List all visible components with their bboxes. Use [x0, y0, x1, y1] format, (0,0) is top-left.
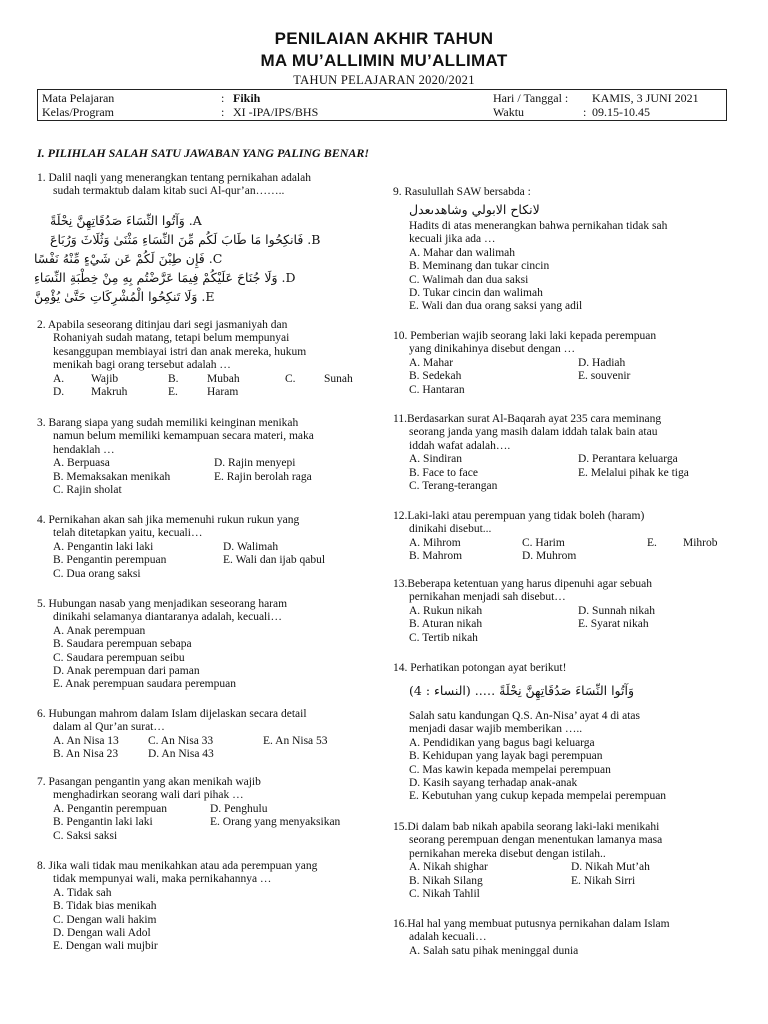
- q15-option-d: D. Nikah Mut’ah: [571, 861, 650, 874]
- class-value: XI -IPA/IPS/BHS: [233, 105, 319, 119]
- q2-option-c: Sunah: [324, 372, 353, 385]
- q13-line1: 13.Beberapa ketentuan yang harus dipenuhi agar sebuah: [393, 578, 652, 590]
- q10-option-a: A. Mahar: [409, 356, 454, 369]
- q1-line1: 1. Dalil naqli yang menerangkan tentang pernikahan adalah: [37, 172, 311, 184]
- q2-option-b: Mubah: [207, 372, 240, 385]
- q2-line3: kesanggupan membiayai istri dan anak mereka, hukum: [53, 345, 307, 358]
- school-name: MA MU’ALLIMIN MU’ALLIMAT: [260, 51, 508, 70]
- subject-sep: :: [221, 91, 225, 105]
- q11-option-e: E. Melalui pihak ke tiga: [578, 466, 689, 479]
- q10-option-d: D. Hadiah: [578, 356, 626, 369]
- time-value: 09.15-10.45: [592, 105, 650, 119]
- question-5: [37, 598, 287, 692]
- q3-option-a: A. Berpuasa: [53, 457, 110, 470]
- q11-option-c: C. Terang-terangan: [409, 479, 498, 492]
- q11-option-b: B. Face to face: [409, 466, 478, 479]
- q9-option-c: C. Walimah dan dua saksi: [409, 273, 529, 286]
- q3-line2: namun belum memiliki kemampuan secara materi, maka: [53, 430, 314, 443]
- q5-option-a: A. Anak perempuan: [53, 624, 146, 637]
- q13-option-d: D. Sunnah nikah: [578, 604, 655, 617]
- q15-option-b: B. Nikah Silang: [409, 874, 483, 887]
- class-sep: :: [221, 105, 225, 119]
- q15-option-a: A. Nikah shighar: [409, 861, 488, 874]
- question-8: [37, 860, 317, 954]
- q15-line3: pernikahan mereka disebut dengan istilah..: [409, 847, 606, 860]
- q3-option-d: D. Rajin menyepi: [214, 457, 296, 470]
- q6-option-a: A. An Nisa 13: [53, 734, 119, 747]
- q1-option-e: E. وَلَا تَنكِحُوا الْمُشْرِكَاتِ حَتَّىٰ يُؤْمِنَّ: [34, 289, 215, 304]
- q11-option-d: D. Perantara keluarga: [578, 453, 678, 466]
- q12-option-a: A. Mihrom: [409, 536, 461, 549]
- q8-line1: 8. Jika wali tidak mau menikahkan atau ada perempuan yang: [37, 860, 318, 872]
- q5-option-b: B. Saudara perempuan sebapa: [53, 638, 192, 651]
- time-sep: :: [583, 105, 587, 119]
- academic-year: TAHUN PELAJARAN 2020/2021: [293, 73, 475, 87]
- subject-value: Fikih: [233, 91, 261, 105]
- q2-line2: Rohaniyah sudah matang, tetapi belum mempunyai: [53, 332, 290, 345]
- q10-line2: yang dinikahinya disebut dengan …: [409, 343, 576, 356]
- q14-arabic-verse: وَآتُوا النِّسَاءَ صَدُقَاتِهِنَّ نِحْلَةً ….. (النساء : 4): [409, 683, 634, 698]
- q3-option-c: C. Rajin sholat: [53, 483, 122, 496]
- q1-option-d: D. وَلَا جُنَاحَ عَلَيْكُمْ فِيمَا عَرَّضْتُم بِهِ مِنْ خِطْبَةِ النِّسَاءِ: [34, 270, 296, 285]
- q14-option-d: D. Kasih sayang terhadap anak-anak: [409, 776, 578, 789]
- exam-title: PENILAIAN AKHIR TAHUN: [274, 29, 494, 48]
- question-16: [393, 918, 670, 958]
- q16-option-a: A. Salah satu pihak meninggal dunia: [409, 944, 579, 957]
- q10-option-e: E. souvenir: [578, 370, 631, 383]
- q9-line1: 9. Rasulullah SAW bersabda :: [393, 186, 531, 198]
- question-13: [393, 578, 655, 645]
- q12-option-d: D. Muhrom: [522, 550, 577, 563]
- q7-option-d: D. Penghulu: [210, 802, 268, 815]
- question-9: [393, 186, 531, 199]
- question-10: [393, 330, 656, 397]
- q15-line2: seorang perempuan dengan menentukan lamanya masa: [409, 834, 663, 847]
- day-value: KAMIS, 3 JUNI 2021: [592, 91, 699, 105]
- q12-line2: dinikahi disebut...: [409, 523, 492, 536]
- q11-line2: seorang janda yang masih dalam iddah talak bain atau: [409, 426, 658, 439]
- q9-option-e: E. Wali dan dua orang saksi yang adil: [409, 300, 583, 313]
- q8-option-c: C. Dengan wali hakim: [53, 913, 157, 926]
- q7-option-c: C. Saksi saksi: [53, 829, 118, 842]
- section-instruction: I. PILIHLAH SALAH SATU JAWABAN YANG PALING BENAR!: [37, 146, 370, 160]
- q8-option-d: D. Dengan wali Adol: [53, 926, 151, 939]
- q14-line2: Salah satu kandungan Q.S. An-Nisa’ ayat 4 di atas: [409, 710, 641, 722]
- q2-b-letter: B.: [168, 372, 179, 385]
- q2-option-d: Makruh: [91, 385, 128, 398]
- q10-option-b: B. Sedekah: [409, 370, 462, 383]
- q4-option-e: E. Wali dan ijab qabul: [223, 554, 326, 567]
- q2-options-row1: [37, 373, 377, 386]
- q9-option-b: B. Meminang dan tukar cincin: [409, 260, 550, 273]
- q16-line2: adalah kecuali…: [409, 931, 487, 944]
- q12-option-b: B. Mahrom: [409, 550, 463, 563]
- q3-option-e: E. Rajin berolah raga: [214, 470, 312, 483]
- q9-option-a: A. Mahar dan walimah: [409, 246, 516, 259]
- q12-option-c: C. Harim: [522, 536, 565, 549]
- q2-option-e: Haram: [207, 385, 239, 398]
- q15-option-e: E. Nikah Sirri: [571, 874, 636, 887]
- q1-option-b: B. فَانكِحُوا مَا طَابَ لَكُم مِّنَ النِّسَاءِ مَثْنَىٰ وَثُلَاثَ وَرُبَاعَ: [50, 232, 321, 247]
- q9-arabic-hadith: لانكاح الابولي وشاهدىعدل: [409, 202, 540, 217]
- q4-option-c: C. Dua orang saksi: [53, 567, 141, 580]
- q9-line3: kecuali jika ada …: [409, 233, 496, 246]
- q5-line1: 5. Hubungan nasab yang menjadikan seseorang haram: [37, 598, 288, 610]
- q3-line1: 3. Barang siapa yang sudah memiliki keinginan menikah: [37, 417, 299, 429]
- question-4: [37, 514, 326, 581]
- q16-line1: 16.Hal hal yang membuat putusnya pernikahan dalam Islam: [393, 918, 670, 930]
- q4-line1: 4. Pernikahan akan sah jika memenuhi rukun rukun yang: [37, 514, 300, 526]
- question-1: [37, 172, 311, 199]
- q14-option-e: E. Kebutuhan yang cukup kepada mempelai perempuan: [409, 790, 667, 803]
- q4-option-b: B. Pengantin perempuan: [53, 554, 167, 567]
- time-label: Waktu: [493, 105, 525, 119]
- q10-line1: 10. Pemberian wajib seorang laki laki kepada perempuan: [393, 330, 657, 342]
- q8-line2: tidak mempunyai wali, maka pernikahannya …: [53, 873, 272, 886]
- question-9-body: [393, 220, 667, 314]
- q6-option-e: E. An Nisa 53: [263, 734, 328, 747]
- question-6: [37, 708, 328, 762]
- q12-e-letter: E.: [647, 536, 657, 549]
- question-11: [393, 413, 689, 493]
- q1-option-c: C. فَإِن طِبْنَ لَكُمْ عَن شَيْءٍ مِّنْهُ نَفْسًا: [34, 251, 223, 266]
- q7-line1: 7. Pasangan pengantin yang akan menikah wajib: [37, 776, 261, 788]
- q4-option-a: A. Pengantin laki laki: [53, 540, 154, 553]
- q14-option-b: B. Kehidupan yang layak bagi perempuan: [409, 750, 603, 763]
- q11-option-a: A. Sindiran: [409, 453, 463, 466]
- day-label: Hari / Tanggal :: [493, 91, 569, 105]
- q9-option-d: D. Tukar cincin dan walimah: [409, 286, 543, 299]
- question-14-body: [393, 710, 666, 804]
- q2-d-letter: D.: [53, 385, 65, 398]
- class-label: Kelas/Program: [42, 105, 114, 119]
- q15-line1: 15.Di dalam bab nikah apabila seorang laki-laki menikahi: [393, 821, 660, 833]
- q1-option-a: A. وَآتُوا النِّسَاءَ صَدُقَاتِهِنَّ نِحْلَةً: [50, 213, 202, 228]
- q2-option-a: Wajib: [91, 372, 119, 385]
- q8-option-b: B. Tidak bias menikah: [53, 900, 157, 913]
- q13-option-c: C. Tertib nikah: [409, 631, 478, 644]
- q11-line1: 11.Berdasarkan surat Al-Baqarah ayat 235 cara meminang: [393, 413, 662, 425]
- q2-options-row2: [37, 386, 377, 399]
- q14-line1: 14. Perhatikan potongan ayat berikut!: [393, 662, 567, 674]
- subject-label: Mata Pelajaran: [42, 91, 115, 105]
- q13-option-b: B. Aturan nikah: [409, 618, 483, 631]
- q2-e-letter: E.: [168, 385, 178, 398]
- q11-line3: iddah wafat adalah….: [409, 439, 511, 452]
- q5-line2: dinikahi selamanya diantaranya adalah, kecuali…: [53, 611, 282, 624]
- q14-option-c: C. Mas kawin kepada mempelai perempuan: [409, 763, 611, 776]
- q2-line1: 2. Apabila seseorang ditinjau dari segi jasmaniyah dan: [37, 319, 288, 331]
- q3-option-b: B. Memaksakan menikah: [53, 470, 171, 483]
- q5-option-e: E. Anak perempuan saudara perempuan: [53, 678, 236, 691]
- q2-a-letter: A.: [53, 372, 65, 385]
- q7-option-e: E. Orang yang menyaksikan: [210, 816, 341, 829]
- q7-line2: menghadirkan seorang wali dari pihak …: [53, 789, 244, 802]
- q14-option-a: A. Pendidikan yang bagus bagi keluarga: [409, 736, 595, 749]
- question-14: [393, 662, 566, 675]
- q4-line2: telah ditetapkan yaitu, kecuali…: [53, 527, 203, 540]
- q6-line2: dalam al Qur’an surat…: [53, 721, 165, 734]
- q6-line1: 6. Hubungan mahrom dalam Islam dijelaskan secara detail: [37, 708, 307, 720]
- q15-option-c: C. Nikah Tahlil: [409, 887, 480, 900]
- q5-option-d: D. Anak perempuan dari paman: [53, 664, 200, 677]
- question-7: [37, 776, 341, 843]
- q7-option-b: B. Pengantin laki laki: [53, 816, 153, 829]
- q10-option-c: C. Hantaran: [409, 383, 465, 396]
- q12-option-e: Mihrob: [683, 536, 718, 549]
- q1-line2: sudah termaktub dalam kitab suci Al-qur’an……..: [53, 185, 285, 198]
- q8-option-a: A. Tidak sah: [53, 886, 112, 899]
- question-3: [37, 417, 314, 497]
- q9-line2: Hadits di atas menerangkan bahwa pernikahan tidak sah: [409, 220, 668, 232]
- question-12: [393, 510, 728, 564]
- q14-line3: menjadi dasar wajib memberikan …..: [409, 723, 583, 736]
- q2-line4: menikah bagi orang tersebut adalah …: [53, 359, 231, 372]
- q13-option-a: A. Rukun nikah: [409, 604, 483, 617]
- exam-info-box: [37, 89, 727, 121]
- q6-option-c: C. An Nisa 33: [148, 734, 214, 747]
- q12-line1: 12.Laki-laki atau perempuan yang tidak boleh (haram): [393, 510, 645, 522]
- question-2: [37, 319, 377, 399]
- question-15: [393, 821, 662, 901]
- q6-option-d: D. An Nisa 43: [148, 748, 214, 761]
- q3-line3: hendaklah …: [53, 443, 115, 456]
- q8-option-e: E. Dengan wali mujbir: [53, 940, 158, 953]
- q5-option-c: C. Saudara perempuan seibu: [53, 651, 185, 664]
- q7-option-a: A. Pengantin perempuan: [53, 802, 168, 815]
- q6-option-b: B. An Nisa 23: [53, 748, 119, 761]
- q4-option-d: D. Walimah: [223, 540, 279, 553]
- q2-c-letter: C.: [285, 372, 296, 385]
- q13-option-e: E. Syarat nikah: [578, 618, 649, 631]
- q13-line2: pernikahan menjadi sah disebut…: [409, 591, 566, 604]
